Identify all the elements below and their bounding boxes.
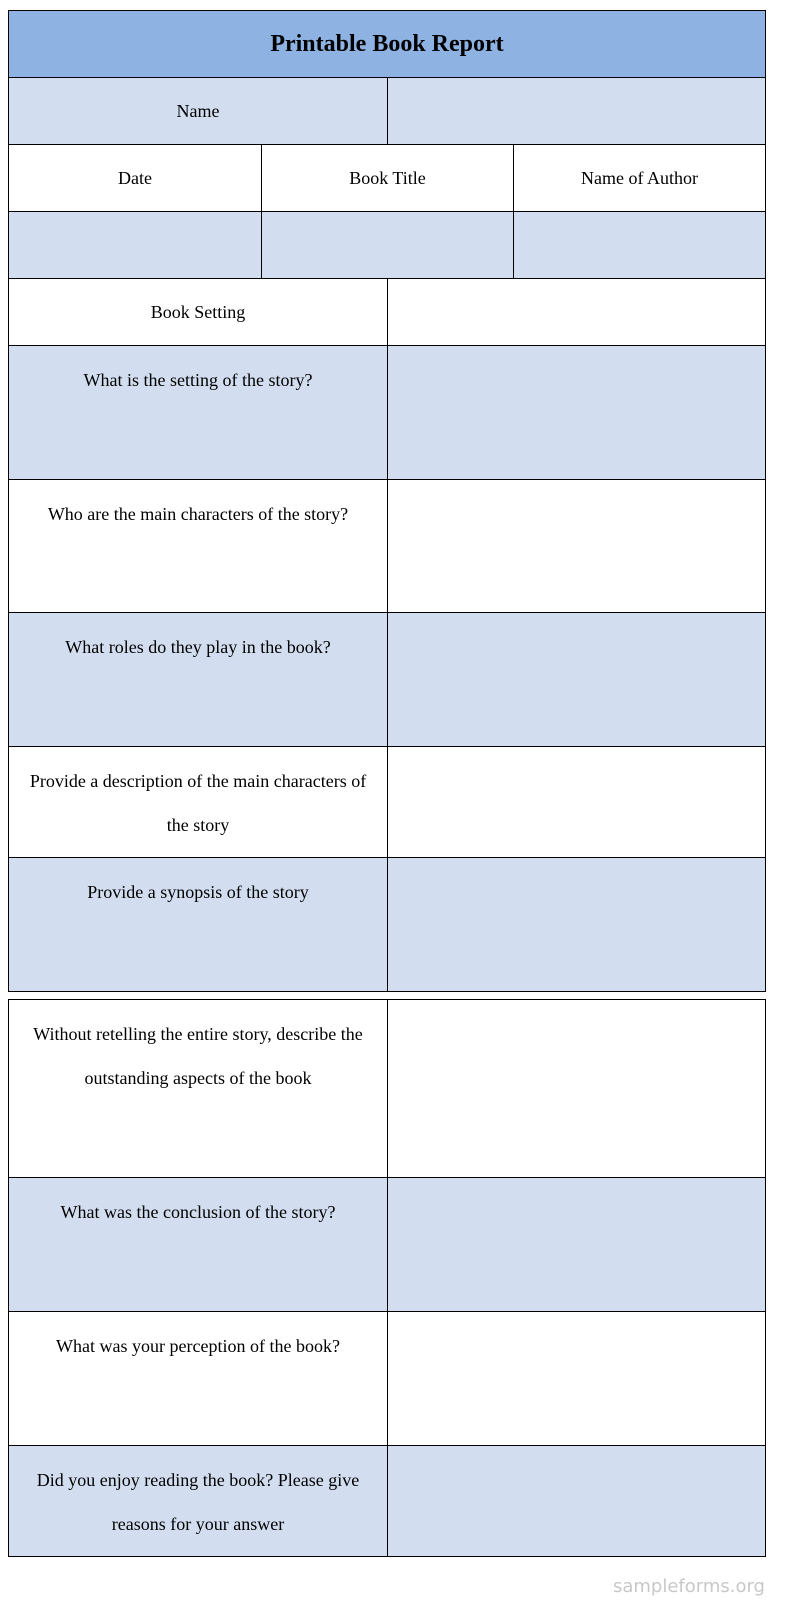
title-row [9, 11, 765, 78]
book-info-header-row [9, 145, 765, 212]
answer-field[interactable] [387, 747, 765, 857]
question-perception: What was your perception of the book? [9, 1312, 387, 1445]
question-row [9, 480, 765, 613]
question-row [9, 1178, 765, 1312]
answer-field[interactable] [387, 613, 765, 746]
book-setting-field[interactable] [387, 279, 765, 345]
question-roles: What roles do they play in the book? [9, 613, 387, 746]
question-synopsis: Provide a synopsis of the story [9, 858, 387, 991]
question-row [9, 858, 765, 991]
question-main-characters: Who are the main characters of the story? [9, 480, 387, 612]
question-setting: What is the setting of the story? [9, 346, 387, 479]
name-row [9, 78, 765, 145]
book-title-field[interactable] [261, 212, 513, 278]
answer-field[interactable] [387, 480, 765, 612]
book-setting-row [9, 279, 765, 346]
book-info-input-row [9, 212, 765, 279]
question-outstanding-aspects: Without retelling the entire story, describe the outstanding aspects of the book [9, 1000, 387, 1177]
name-label: Name [9, 78, 387, 144]
book-report-table-1 [8, 10, 766, 992]
name-field[interactable] [387, 78, 765, 144]
question-row [9, 613, 765, 747]
answer-field[interactable] [387, 346, 765, 479]
answer-field[interactable] [387, 1446, 765, 1556]
date-label: Date [9, 145, 261, 211]
question-row [9, 747, 765, 858]
watermark: sampleforms.org [612, 1576, 765, 1597]
answer-field[interactable] [387, 1312, 765, 1445]
question-conclusion: What was the conclusion of the story? [9, 1178, 387, 1311]
book-title-label: Book Title [261, 145, 513, 211]
question-character-description: Provide a description of the main characters of the story [9, 747, 387, 857]
answer-field[interactable] [387, 1178, 765, 1311]
question-row [9, 1000, 765, 1178]
question-row [9, 1312, 765, 1446]
question-enjoyment: Did you enjoy reading the book? Please give reasons for your answer [9, 1446, 387, 1556]
answer-field[interactable] [387, 1000, 765, 1177]
question-row [9, 346, 765, 480]
date-field[interactable] [9, 212, 261, 278]
author-label: Name of Author [513, 145, 765, 211]
question-row [9, 1446, 765, 1556]
book-report-table-2 [8, 999, 766, 1557]
answer-field[interactable] [387, 858, 765, 991]
book-setting-label: Book Setting [9, 279, 387, 345]
form-title: Printable Book Report [9, 11, 765, 77]
author-field[interactable] [513, 212, 765, 278]
